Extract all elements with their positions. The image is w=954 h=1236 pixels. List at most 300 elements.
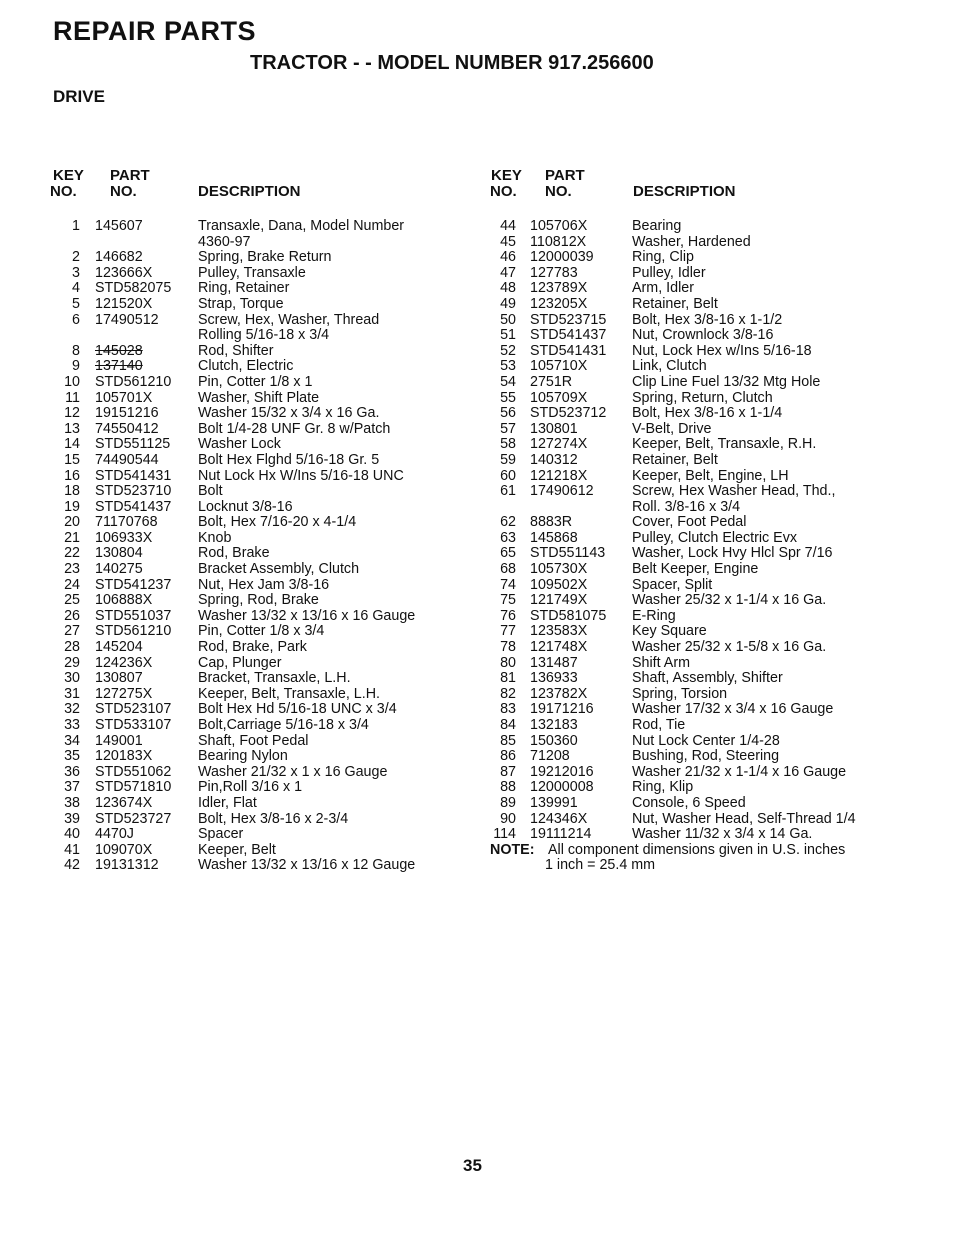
table-row bbox=[48, 734, 468, 750]
table-row bbox=[488, 796, 908, 812]
description-cell: Retainer, Belt bbox=[632, 451, 718, 468]
table-row bbox=[48, 671, 468, 687]
key-cell: 25 bbox=[64, 592, 80, 609]
description-cell: Bolt bbox=[198, 483, 223, 500]
part-number-cell: 145868 bbox=[530, 529, 578, 546]
table-row bbox=[488, 780, 908, 796]
key-cell bbox=[488, 500, 516, 516]
table-row bbox=[48, 250, 468, 266]
key-cell: 85 bbox=[500, 732, 516, 749]
description-cell: Washer 13/32 x 13/16 x 12 Gauge bbox=[198, 857, 416, 874]
part-number-cell: 120183X bbox=[95, 748, 153, 765]
key-cell: 42 bbox=[64, 857, 80, 874]
description-cell: Screw, Hex, Washer, Thread bbox=[198, 311, 380, 328]
key-cell: 114 bbox=[493, 826, 516, 843]
table-header bbox=[48, 166, 468, 206]
part-header-no: NO. bbox=[110, 183, 137, 200]
key-cell: 8 bbox=[72, 342, 80, 359]
part-number-cell: STD533107 bbox=[95, 717, 172, 733]
part-number-cell: STD551125 bbox=[95, 436, 171, 453]
table-row bbox=[48, 593, 468, 609]
key-cell: 10 bbox=[64, 373, 80, 390]
table-row bbox=[488, 749, 908, 765]
key-cell: 32 bbox=[64, 701, 80, 718]
description-cell: Keeper, Belt, Engine, LH bbox=[632, 467, 789, 484]
key-cell: 41 bbox=[64, 841, 80, 858]
key-cell: 1 bbox=[72, 218, 80, 234]
key-cell: 12 bbox=[64, 405, 80, 422]
key-cell: 19 bbox=[64, 498, 80, 515]
part-number-cell: 132183 bbox=[530, 717, 578, 733]
key-cell: 23 bbox=[64, 561, 80, 578]
note-text: All component dimensions given in U.S. inches bbox=[548, 841, 846, 858]
key-header-no: NO. bbox=[50, 183, 77, 200]
key-cell: 50 bbox=[500, 311, 516, 328]
key-cell: 37 bbox=[64, 779, 80, 796]
description-cell: Ring, Retainer bbox=[198, 280, 290, 297]
table-row bbox=[488, 702, 908, 718]
part-number-cell: 121748X bbox=[530, 639, 588, 656]
part-number-cell bbox=[80, 328, 198, 344]
description-cell: Rod, Brake bbox=[198, 545, 270, 562]
table-row bbox=[488, 344, 908, 360]
description-cell: Pulley, Clutch Electric Evx bbox=[632, 529, 797, 546]
key-cell: 57 bbox=[500, 420, 516, 437]
table-row bbox=[488, 235, 908, 251]
table-row bbox=[488, 562, 908, 578]
part-number-cell bbox=[516, 500, 632, 516]
table-row bbox=[48, 391, 468, 407]
description-cell: Keeper, Belt bbox=[198, 841, 276, 858]
part-number-cell: STD551143 bbox=[530, 545, 606, 562]
part-number-cell: 71170768 bbox=[95, 514, 158, 531]
dimension-note bbox=[488, 843, 908, 859]
part-number-cell: 130807 bbox=[95, 670, 143, 687]
table-header bbox=[488, 166, 908, 206]
key-cell: 86 bbox=[500, 748, 516, 765]
description-cell: Rod, Shifter bbox=[198, 342, 274, 359]
key-cell: 3 bbox=[72, 264, 80, 281]
description-cell: Washer Lock bbox=[198, 436, 281, 453]
part-header: PART bbox=[110, 167, 150, 184]
table-row bbox=[48, 812, 468, 828]
part-number-cell: 123789X bbox=[530, 280, 588, 297]
key-cell: 6 bbox=[72, 311, 80, 328]
table-row bbox=[48, 235, 468, 251]
table-row bbox=[48, 453, 468, 469]
table-row bbox=[48, 469, 468, 485]
part-number-cell: STD523710 bbox=[95, 483, 172, 500]
description-cell: Washer 17/32 x 3/4 x 16 Gauge bbox=[632, 701, 834, 718]
key-cell: 63 bbox=[500, 529, 516, 546]
table-row bbox=[488, 328, 908, 344]
part-number-cell: 17490512 bbox=[95, 311, 159, 328]
key-cell: 30 bbox=[64, 670, 80, 687]
key-cell: 20 bbox=[64, 514, 80, 531]
part-number-cell: STD523727 bbox=[95, 810, 172, 827]
description-cell: Pin,Roll 3/16 x 1 bbox=[198, 779, 303, 796]
table-row bbox=[488, 578, 908, 594]
table-row bbox=[488, 593, 908, 609]
key-cell: 59 bbox=[500, 451, 516, 468]
part-number-cell: STD551062 bbox=[95, 763, 172, 780]
description-cell: Bolt 1/4-28 UNF Gr. 8 w/Patch bbox=[198, 420, 391, 437]
part-number-cell: STD541431 bbox=[95, 467, 172, 484]
key-cell: 26 bbox=[64, 607, 80, 624]
part-number-cell: 140275 bbox=[95, 561, 143, 578]
key-cell: 48 bbox=[500, 280, 516, 297]
part-number-cell: 123583X bbox=[530, 623, 588, 640]
description-cell: Washer, Shift Plate bbox=[198, 389, 320, 406]
description-cell: Nut, Washer Head, Self-Thread 1/4 bbox=[632, 810, 856, 827]
section-heading: DRIVE bbox=[53, 87, 105, 106]
description-cell: Nut, Lock Hex w/Ins 5/16-18 bbox=[632, 342, 812, 359]
table-row bbox=[488, 406, 908, 422]
part-number-cell: 106933X bbox=[95, 529, 153, 546]
table-row bbox=[48, 780, 468, 796]
note-conversion: 1 inch = 25.4 mm bbox=[545, 857, 656, 874]
part-number-cell: 105701X bbox=[95, 389, 153, 406]
description-cell: Nut, Crownlock 3/8-16 bbox=[632, 327, 774, 344]
description-cell: E-Ring bbox=[632, 607, 676, 624]
key-cell: 82 bbox=[500, 685, 516, 702]
table-row bbox=[48, 515, 468, 531]
part-number-cell: 150360 bbox=[530, 732, 578, 749]
key-cell: 60 bbox=[500, 467, 516, 484]
table-row bbox=[488, 391, 908, 407]
description-header: DESCRIPTION bbox=[633, 183, 736, 200]
key-cell bbox=[48, 235, 80, 251]
table-row bbox=[488, 500, 908, 516]
part-number-cell: STD541237 bbox=[95, 576, 172, 593]
description-cell: Roll. 3/8-16 x 3/4 bbox=[632, 498, 741, 515]
description-cell: 4360-97 bbox=[198, 233, 251, 250]
page-number: 35 bbox=[463, 1156, 482, 1175]
key-cell: 52 bbox=[500, 342, 516, 359]
part-number-cell: 140312 bbox=[530, 451, 578, 468]
key-cell: 75 bbox=[500, 592, 516, 609]
part-number-cell: 127274X bbox=[530, 436, 588, 453]
part-number-cell: 105730X bbox=[530, 561, 588, 578]
description-cell: Bolt, Hex 3/8-16 x 1-1/4 bbox=[632, 405, 783, 422]
key-cell bbox=[48, 328, 80, 344]
table-row bbox=[48, 500, 468, 516]
page-title: REPAIR PARTS bbox=[53, 16, 257, 46]
part-number-cell: STD523712 bbox=[530, 405, 607, 422]
table-row bbox=[48, 749, 468, 765]
table-row bbox=[48, 422, 468, 438]
description-cell: Spring, Return, Clutch bbox=[632, 389, 773, 406]
key-cell: 27 bbox=[64, 623, 80, 640]
part-number-cell: STD523715 bbox=[530, 311, 607, 328]
key-cell: 51 bbox=[500, 327, 516, 344]
key-cell: 77 bbox=[500, 623, 516, 640]
key-cell: 90 bbox=[500, 810, 516, 827]
table-row bbox=[48, 531, 468, 547]
part-number-cell: 19171216 bbox=[530, 701, 594, 718]
part-number-cell: 123782X bbox=[530, 685, 588, 702]
part-number-cell: STD541437 bbox=[95, 498, 172, 515]
part-number-cell: 19212016 bbox=[530, 763, 594, 780]
description-cell: Ring, Klip bbox=[632, 779, 694, 796]
description-cell: Cap, Plunger bbox=[198, 654, 282, 671]
part-number-cell: 146682 bbox=[95, 249, 143, 266]
key-cell: 31 bbox=[64, 685, 80, 702]
key-cell: 83 bbox=[500, 701, 516, 718]
description-cell: Washer 11/32 x 3/4 x 14 Ga. bbox=[632, 826, 813, 843]
table-row bbox=[48, 624, 468, 640]
part-number-cell: 121749X bbox=[530, 592, 588, 609]
parts-list-left bbox=[48, 219, 468, 874]
table-row bbox=[488, 313, 908, 329]
table-row bbox=[48, 858, 468, 874]
key-cell: 54 bbox=[500, 373, 516, 390]
description-cell: Pin, Cotter 1/8 x 1 bbox=[198, 373, 313, 390]
key-cell: 80 bbox=[500, 654, 516, 671]
description-cell: Bolt,Carriage 5/16-18 x 3/4 bbox=[198, 717, 369, 733]
key-cell: 24 bbox=[64, 576, 80, 593]
description-cell: Key Square bbox=[632, 623, 707, 640]
table-row bbox=[488, 624, 908, 640]
table-row bbox=[48, 313, 468, 329]
table-row bbox=[488, 359, 908, 375]
key-cell: 40 bbox=[64, 826, 80, 843]
description-cell: Retainer, Belt bbox=[632, 295, 718, 312]
description-cell: Pulley, Transaxle bbox=[198, 264, 306, 281]
part-number-cell: 17490612 bbox=[530, 483, 594, 500]
description-cell: Nut Lock Hx W/Ins 5/16-18 UNC bbox=[198, 467, 404, 484]
description-cell: Washer 13/32 x 13/16 x 16 Gauge bbox=[198, 607, 416, 624]
part-number-cell: STD571810 bbox=[95, 779, 172, 796]
key-cell: 21 bbox=[64, 529, 80, 546]
description-cell: Spacer bbox=[198, 826, 244, 843]
description-cell: Shaft, Assembly, Shifter bbox=[632, 670, 783, 687]
table-row bbox=[48, 406, 468, 422]
description-cell: Bracket Assembly, Clutch bbox=[198, 561, 360, 578]
description-cell: Screw, Hex Washer Head, Thd., bbox=[632, 483, 836, 500]
description-cell: Spring, Rod, Brake bbox=[198, 592, 319, 609]
part-number-cell: 124236X bbox=[95, 654, 153, 671]
key-cell: 29 bbox=[64, 654, 80, 671]
description-cell: Bolt, Hex 3/8-16 x 1-1/2 bbox=[632, 311, 783, 328]
table-row bbox=[48, 344, 468, 360]
key-cell: 89 bbox=[500, 794, 516, 811]
table-row bbox=[48, 546, 468, 562]
description-cell: Rod, Tie bbox=[632, 717, 686, 733]
part-number-cell: STD581075 bbox=[530, 607, 607, 624]
description-cell: Washer 21/32 x 1-1/4 x 16 Gauge bbox=[632, 763, 847, 780]
part-number-cell: 71208 bbox=[530, 748, 570, 765]
description-cell: Bolt, Hex 7/16-20 x 4-1/4 bbox=[198, 514, 357, 531]
description-cell: Washer, Lock Hvy Hlcl Spr 7/16 bbox=[632, 545, 833, 562]
table-row bbox=[488, 515, 908, 531]
description-header: DESCRIPTION bbox=[198, 183, 301, 200]
key-cell: 39 bbox=[64, 810, 80, 827]
table-row bbox=[488, 375, 908, 391]
description-cell: Shaft, Foot Pedal bbox=[198, 732, 309, 749]
table-row bbox=[48, 328, 468, 344]
description-cell: Bearing bbox=[632, 218, 682, 234]
part-number-cell: 2751R bbox=[530, 373, 573, 390]
part-number-cell: 137140 bbox=[95, 358, 143, 375]
table-row bbox=[488, 827, 908, 843]
key-cell: 38 bbox=[64, 794, 80, 811]
description-cell: Bolt, Hex 3/8-16 x 2-3/4 bbox=[198, 810, 349, 827]
part-number-cell: 127275X bbox=[95, 685, 153, 702]
table-row bbox=[488, 219, 908, 235]
part-number-cell: 136933 bbox=[530, 670, 578, 687]
description-cell: Link, Clutch bbox=[632, 358, 707, 375]
table-row bbox=[48, 765, 468, 781]
parts-table-right bbox=[488, 166, 908, 874]
part-number-cell: 139991 bbox=[530, 794, 578, 811]
part-number-cell: 109070X bbox=[95, 841, 153, 858]
table-row bbox=[48, 297, 468, 313]
table-row bbox=[488, 671, 908, 687]
description-cell: Bolt Hex Flghd 5/16-18 Gr. 5 bbox=[198, 451, 380, 468]
description-cell: Bearing Nylon bbox=[198, 748, 288, 765]
table-row bbox=[488, 281, 908, 297]
description-cell: Belt Keeper, Engine bbox=[632, 561, 759, 578]
table-row bbox=[488, 469, 908, 485]
part-number-cell: 19111214 bbox=[530, 826, 592, 843]
key-cell: 68 bbox=[500, 561, 516, 578]
key-header: KEY bbox=[53, 167, 84, 184]
key-cell: 11 bbox=[65, 389, 80, 406]
table-row bbox=[488, 297, 908, 313]
key-cell: 4 bbox=[72, 280, 80, 297]
description-cell: Cover, Foot Pedal bbox=[632, 514, 747, 531]
description-cell: Keeper, Belt, Transaxle, R.H. bbox=[632, 436, 817, 453]
description-cell: Console, 6 Speed bbox=[632, 794, 746, 811]
part-number-cell: 130801 bbox=[530, 420, 578, 437]
table-row bbox=[48, 375, 468, 391]
description-cell: Spring, Torsion bbox=[632, 685, 728, 702]
table-row bbox=[488, 640, 908, 656]
description-cell: V-Belt, Drive bbox=[632, 420, 712, 437]
part-number-cell: 4470J bbox=[95, 826, 134, 843]
table-row bbox=[488, 250, 908, 266]
part-number-cell: 105709X bbox=[530, 389, 588, 406]
part-number-cell: 105706X bbox=[530, 218, 588, 234]
table-row bbox=[48, 687, 468, 703]
table-row bbox=[488, 734, 908, 750]
key-cell: 13 bbox=[64, 420, 80, 437]
parts-list-right bbox=[488, 219, 908, 843]
table-row bbox=[48, 827, 468, 843]
table-row bbox=[48, 484, 468, 500]
description-cell: Nut, Hex Jam 3/8-16 bbox=[198, 576, 330, 593]
table-row bbox=[48, 843, 468, 859]
key-cell: 49 bbox=[500, 295, 516, 312]
key-cell: 55 bbox=[500, 389, 516, 406]
key-cell: 76 bbox=[500, 607, 516, 624]
key-cell: 84 bbox=[500, 717, 516, 733]
key-cell: 87 bbox=[500, 763, 516, 780]
key-cell: 34 bbox=[64, 732, 80, 749]
description-cell: Keeper, Belt, Transaxle, L.H. bbox=[198, 685, 380, 702]
table-row bbox=[48, 718, 468, 734]
part-number-cell: 149001 bbox=[95, 732, 143, 749]
key-cell: 46 bbox=[500, 249, 516, 266]
description-cell: Arm, Idler bbox=[632, 280, 694, 297]
key-cell: 58 bbox=[500, 436, 516, 453]
key-header-no: NO. bbox=[490, 183, 517, 200]
key-cell: 45 bbox=[500, 233, 516, 250]
parts-table-left bbox=[48, 166, 468, 874]
part-number-cell: 106888X bbox=[95, 592, 153, 609]
description-cell: Washer 25/32 x 1-5/8 x 16 Ga. bbox=[632, 639, 827, 656]
key-cell: 28 bbox=[64, 639, 80, 656]
description-cell: Bushing, Rod, Steering bbox=[632, 748, 780, 765]
part-number-cell: 124346X bbox=[530, 810, 588, 827]
key-cell: 16 bbox=[64, 467, 80, 484]
description-cell: Shift Arm bbox=[632, 654, 690, 671]
description-cell: Nut Lock Center 1/4-28 bbox=[632, 732, 780, 749]
part-number-cell: 123205X bbox=[530, 295, 588, 312]
part-number-cell: 19131312 bbox=[95, 857, 159, 874]
table-row bbox=[488, 609, 908, 625]
key-cell: 62 bbox=[500, 514, 516, 531]
part-number-cell: 12000008 bbox=[530, 779, 594, 796]
key-cell: 81 bbox=[500, 670, 516, 687]
part-number-cell: STD582075 bbox=[95, 280, 172, 297]
table-row bbox=[48, 609, 468, 625]
part-number-cell: 121218X bbox=[530, 467, 588, 484]
description-cell: Bracket, Transaxle, L.H. bbox=[198, 670, 351, 687]
table-row bbox=[488, 546, 908, 562]
key-cell: 15 bbox=[64, 451, 80, 468]
part-number-cell: 121520X bbox=[95, 295, 153, 312]
description-cell: Idler, Flat bbox=[198, 794, 257, 811]
part-number-cell: 145028 bbox=[95, 342, 143, 359]
description-cell: Spring, Brake Return bbox=[198, 249, 332, 266]
part-number-cell: 127783 bbox=[530, 264, 578, 281]
part-number-cell: 131487 bbox=[530, 654, 578, 671]
table-row bbox=[488, 687, 908, 703]
table-row bbox=[488, 765, 908, 781]
table-row bbox=[488, 531, 908, 547]
part-number-cell: STD523107 bbox=[95, 701, 172, 718]
description-cell: Transaxle, Dana, Model Number bbox=[198, 218, 405, 234]
part-number-cell: 109502X bbox=[530, 576, 588, 593]
part-number-cell: 12000039 bbox=[530, 249, 594, 266]
key-cell: 56 bbox=[500, 405, 516, 422]
key-header: KEY bbox=[491, 167, 522, 184]
key-cell: 9 bbox=[72, 358, 80, 375]
key-cell: 2 bbox=[72, 249, 80, 266]
table-row bbox=[488, 422, 908, 438]
table-row bbox=[48, 437, 468, 453]
table-row bbox=[48, 359, 468, 375]
model-subtitle: TRACTOR - - MODEL NUMBER 917.256600 bbox=[250, 52, 654, 74]
description-cell: Washer 15/32 x 3/4 x 16 Ga. bbox=[198, 405, 380, 422]
part-number-cell: 145607 bbox=[95, 218, 143, 234]
description-cell: Strap, Torque bbox=[198, 295, 284, 312]
description-cell: Clutch, Electric bbox=[198, 358, 294, 375]
part-number-cell: 105710X bbox=[530, 358, 588, 375]
table-row bbox=[48, 266, 468, 282]
table-row bbox=[488, 718, 908, 734]
key-cell: 44 bbox=[500, 218, 516, 234]
description-cell: Rod, Brake, Park bbox=[198, 639, 307, 656]
description-cell: Clip Line Fuel 13/32 Mtg Hole bbox=[632, 373, 821, 390]
description-cell: Spacer, Split bbox=[632, 576, 713, 593]
part-number-cell: 110812X bbox=[530, 233, 587, 250]
table-row bbox=[488, 266, 908, 282]
key-cell: 88 bbox=[500, 779, 516, 796]
table-row bbox=[488, 437, 908, 453]
